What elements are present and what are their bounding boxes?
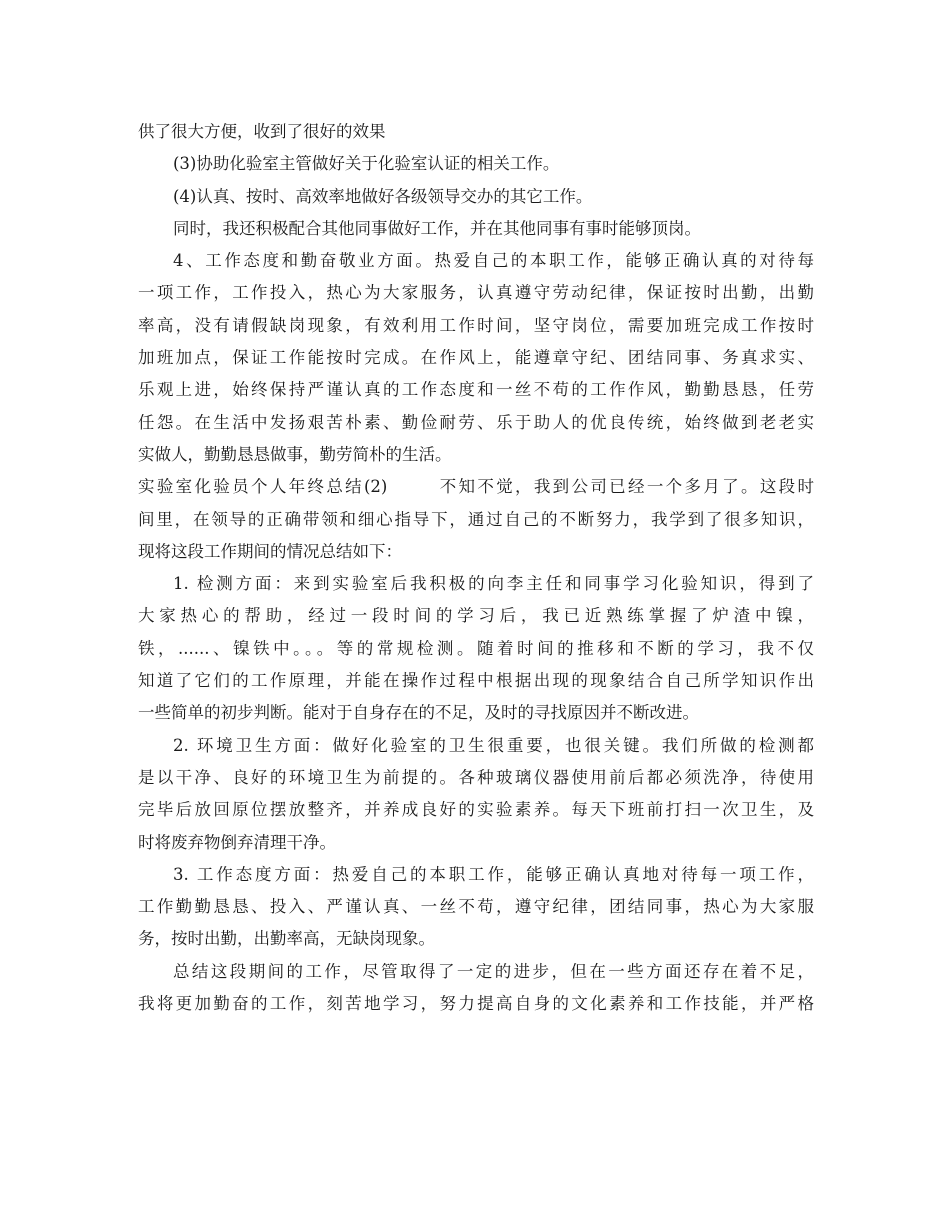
- text-line: 1. 检测方面：来到实验室后我积极的向李主任和同事学习化验知识，得到了: [173, 574, 814, 594]
- text-line: 3. 工作态度方面：热爱自己的本职工作，能够正确认真地对待每一项工作，: [173, 864, 814, 884]
- text-line: 铁，......、镍铁中。。。等的常规检测。随着时间的推移和不断的学习，我不仅: [138, 638, 814, 658]
- text-line: 加班加点，保证工作能按时完成。在作风上，能遵章守纪、团结同事、务真求实、: [138, 348, 814, 368]
- text-line: (3)协助化验室主管做好关于化验室认证的相关工作。: [173, 154, 560, 174]
- text-line: 2. 环境卫生方面：做好化验室的卫生很重要，也很关键。我们所做的检测都: [173, 735, 814, 755]
- text-line: 同时，我还积极配合其他同事做好工作，并在其他同事有事时能够顶岗。: [173, 218, 701, 238]
- text-line: 4、工作态度和勤奋敬业方面。热爱自己的本职工作，能够正确认真的对待每: [173, 251, 814, 271]
- section-heading-continuation: 不知不觉，我到公司已经一个多月了。这段时: [437, 477, 814, 497]
- text-line: 时将废弃物倒弃清理干净。: [138, 832, 336, 852]
- document-body: [138, 116, 814, 1020]
- text-line: 一项工作，工作投入，热心为大家服务，认真遵守劳动纪律，保证按时出勤，出勤: [138, 283, 814, 303]
- text-line: 任怨。在生活中发扬艰苦朴素、勤俭耐劳、乐于助人的优良传统，始终做到老老实: [138, 412, 814, 432]
- text-line: 乐观上进，始终保持严谨认真的工作态度和一丝不苟的工作作风，勤勤恳恳，任劳: [138, 380, 814, 400]
- text-line: 实做人，勤勤恳恳做事，勤劳简朴的生活。: [138, 444, 452, 464]
- text-line: 供了很大方便，收到了很好的效果: [138, 122, 386, 141]
- text-line: 总结这段期间的工作，尽管取得了一定的进步，但在一些方面还存在着不足，: [173, 961, 814, 981]
- text-line: 是以干净、良好的环境卫生为前提的。各种玻璃仪器使用前后都必须洗净，待使用: [138, 767, 814, 787]
- text-line: 完毕后放回原位摆放整齐，并养成良好的实验素养。每天下班前打扫一次卫生，及: [138, 800, 814, 820]
- text-line: 知道了它们的工作原理，并能在操作过程中根据出现的现象结合自己所学知识作出: [138, 671, 814, 691]
- text-line: 我将更加勤奋的工作，刻苦地学习，努力提高自身的文化素养和工作技能，并严格: [138, 994, 814, 1014]
- text-line: 率高，没有请假缺岗现象，有效利用工作时间，坚守岗位，需要加班完成工作按时: [138, 315, 814, 335]
- text-line: 大家热心的帮助，经过一段时间的学习后，我已近熟练掌握了炉渣中镍，: [138, 606, 814, 626]
- section-heading-line: [138, 471, 814, 503]
- section-heading: 实验室化验员个人年终总结(2): [138, 477, 388, 497]
- text-line: 务，按时出勤，出勤率高，无缺岗现象。: [138, 929, 435, 949]
- text-line: (4)认真、按时、高效率地做好各级领导交办的其它工作。: [173, 186, 593, 206]
- text-line: 一些简单的初步判断。能对于自身存在的不足，及时的寻找原因并不断改进。: [138, 703, 699, 723]
- text-line: 现将这段工作期间的情况总结如下：: [138, 541, 402, 561]
- text-line: 间里，在领导的正确带领和细心指导下，通过自己的不断努力，我学到了很多知识，: [138, 509, 814, 529]
- text-line: 工作勤勤恳恳、投入、严谨认真、一丝不苟，遵守纪律，团结同事，热心为大家服: [138, 897, 814, 917]
